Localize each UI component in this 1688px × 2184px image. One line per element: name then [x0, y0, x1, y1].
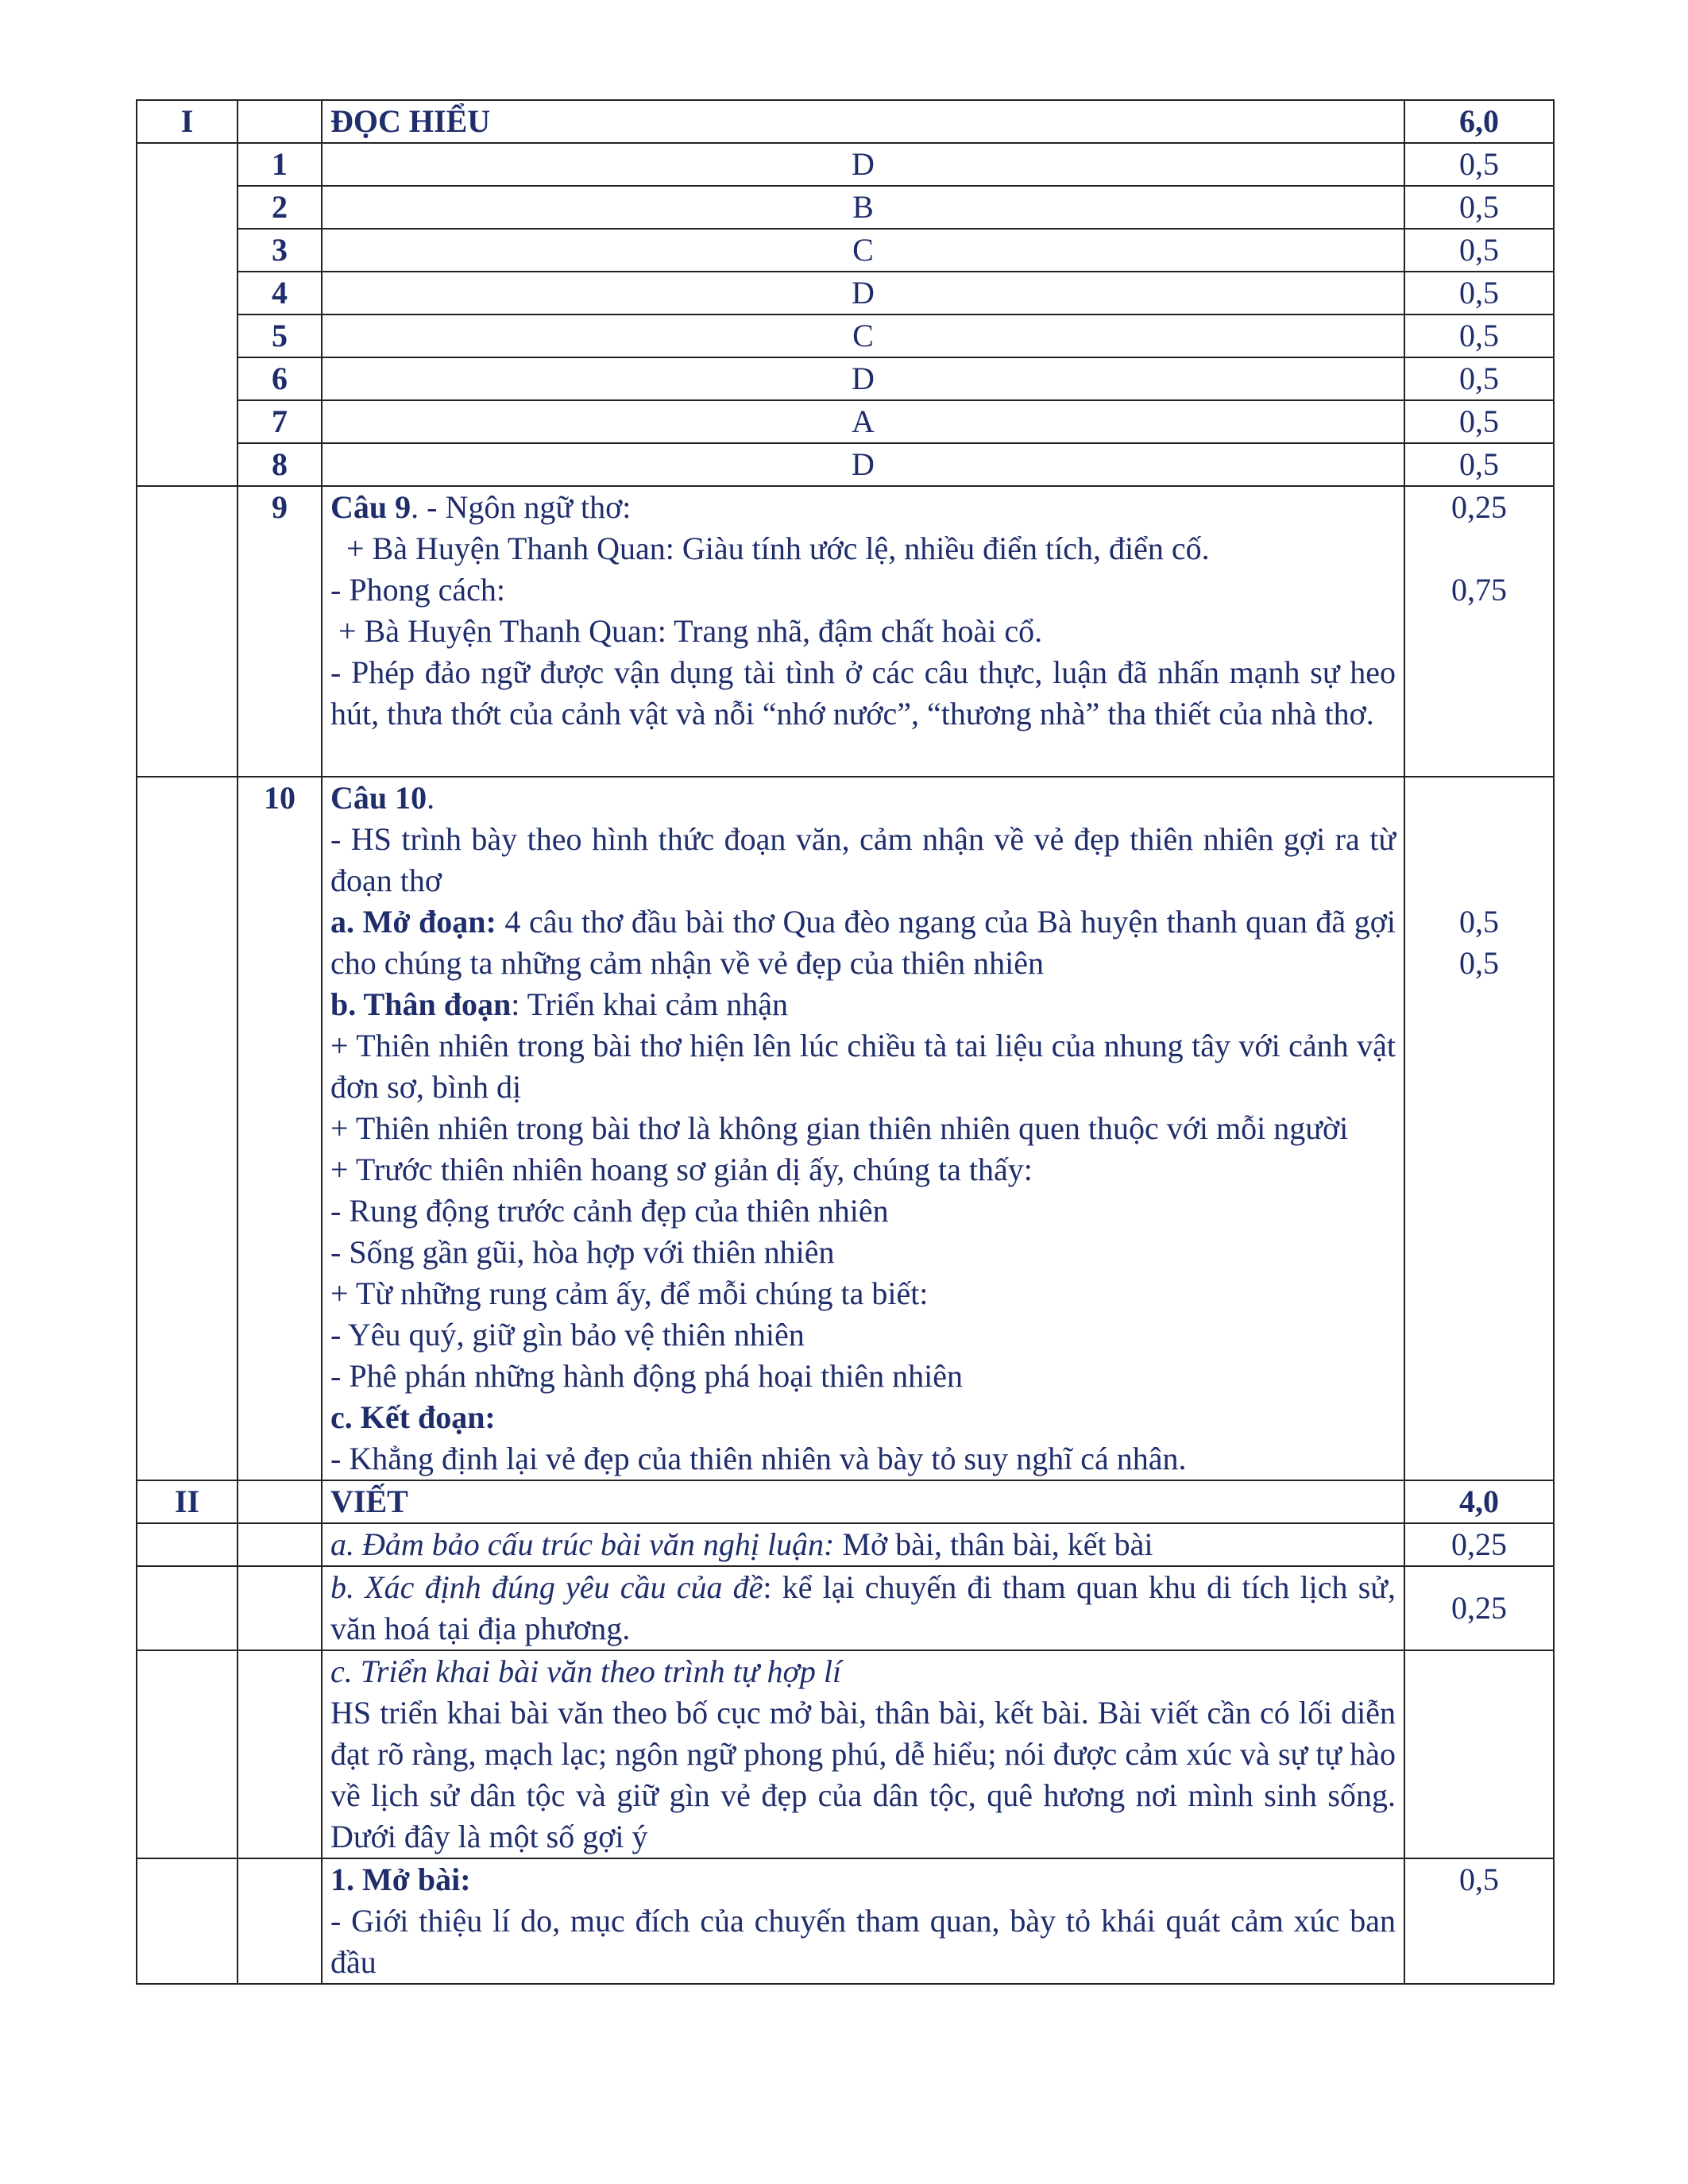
- section-2-points: 4,0: [1404, 1480, 1554, 1523]
- answer-letter: C: [322, 314, 1404, 357]
- question-number: 2: [238, 186, 322, 229]
- mc-row: [137, 143, 1554, 186]
- answer-letter: C: [322, 229, 1404, 272]
- mc-row: [137, 186, 1554, 229]
- section-2-title: VIẾT: [322, 1480, 1404, 1523]
- section-2-header-row: [137, 1480, 1554, 1523]
- answer-points: 0,5: [1404, 229, 1554, 272]
- question-number: 6: [238, 357, 322, 400]
- answer-points: 0,5: [1404, 400, 1554, 443]
- opening-row: [137, 1858, 1554, 1984]
- question-10-points: 0,5 0,5: [1404, 777, 1554, 1480]
- question-number: 10: [238, 777, 322, 1480]
- mc-row: [137, 229, 1554, 272]
- writing-criterion-c-row: [137, 1650, 1554, 1858]
- question-number: 5: [238, 314, 322, 357]
- answer-key-table: [136, 99, 1555, 1985]
- question-10-answer: Câu 10. - HS trình bày theo hình thức đoạn văn, cảm nhận về vẻ đẹp thiên nhiên gợi ra từ đoạn thơ a. Mở đoạn: 4 câu thơ đầu bài thơ Qua đèo ngang của Bà huyện thanh quan đã gợi cho chúng ta những cảm nhận về vẻ đẹp của thiên nhiên b. Thân đoạn: Triển khai cảm nhận + Thiên nhiên trong bài thơ hiện lên lúc chiều tà tai liệu của nhung tây với cảnh vật đơn sơ, bình dị + Thiên nhiên trong bài thơ là không gian thiên nhiên quen thuộc với mỗi người + Trước thiên nhiên hoang sơ giản dị ấy, chúng ta thấy: - Rung động trước cảnh đẹp của thiên nhiên - Sống gần gũi, hòa hợp với thiên nhiên + Từ những rung cảm ấy, để mỗi chúng ta biết: - Yêu quý, giữ gìn bảo vệ thiên nhiên - Phê phán những hành động phá hoại thiên nhiên c. Kết đoạn: - Khẳng định lại vẻ đẹp của thiên nhiên và bày tỏ suy nghĩ cá nhân.: [322, 777, 1404, 1480]
- question-10-row: [137, 777, 1554, 1480]
- answer-letter: D: [322, 357, 1404, 400]
- question-number: 3: [238, 229, 322, 272]
- section-1-points: 6,0: [1404, 100, 1554, 143]
- opening-points: 0,5: [1404, 1858, 1554, 1984]
- answer-points: 0,5: [1404, 186, 1554, 229]
- answer-letter: D: [322, 443, 1404, 486]
- question-9-answer: Câu 9. - Ngôn ngữ thơ: + Bà Huyện Thanh Quan: Giàu tính ước lệ, nhiều điển tích, điển cố. - Phong cách: + Bà Huyện Thanh Quan: Trang nhã, đậm chất hoài cổ. - Phép đảo ngữ được vận dụng tài tình ở các câu thực, luận đã nhấn mạnh sự heo hút, thưa thớt của cảnh vật và nỗi “nhớ nước”, “thương nhà” tha thiết của nhà thơ.: [322, 486, 1404, 777]
- section-1-roman: I: [137, 100, 238, 143]
- section-2-roman: II: [137, 1480, 238, 1523]
- answer-points: 0,5: [1404, 314, 1554, 357]
- criterion-a: a. Đảm bảo cấu trúc bài văn nghị luận: Mở bài, thân bài, kết bài: [322, 1523, 1404, 1566]
- section-1-header-row: [137, 100, 1554, 143]
- question-number: 1: [238, 143, 322, 186]
- mc-row: [137, 272, 1554, 314]
- section-1-title: ĐỌC HIỂU: [322, 100, 1404, 143]
- answer-letter: D: [322, 272, 1404, 314]
- criterion-b-points: 0,25: [1404, 1566, 1554, 1650]
- answer-letter: A: [322, 400, 1404, 443]
- mc-row: [137, 314, 1554, 357]
- answer-points: 0,5: [1404, 357, 1554, 400]
- answer-points: 0,5: [1404, 443, 1554, 486]
- criterion-c: c. Triển khai bài văn theo trình tự hợp lí HS triển khai bài văn theo bố cục mở bài, thân bài, kết bài. Bài viết cần có lối diễn đạt rõ ràng, mạch lạc; ngôn ngữ phong phú, dễ hiểu; nói được cảm xúc và sự tự hào về lịch sử dân tộc và giữ gìn vẻ đẹp của dân tộc, quê hương nơi mình sinh sống. Dưới đây là một số gợi ý: [322, 1650, 1404, 1858]
- question-number: 4: [238, 272, 322, 314]
- writing-criterion-b-row: [137, 1566, 1554, 1650]
- question-number: 9: [238, 486, 322, 777]
- criterion-a-points: 0,25: [1404, 1523, 1554, 1566]
- mc-row: [137, 443, 1554, 486]
- criterion-b: b. Xác định đúng yêu cầu của đề: kể lại chuyến đi tham quan khu di tích lịch sử, văn hoá tại địa phương.: [322, 1566, 1404, 1650]
- writing-criterion-a-row: [137, 1523, 1554, 1566]
- question-9-points: 0,25 0,75: [1404, 486, 1554, 777]
- answer-letter: B: [322, 186, 1404, 229]
- opening-guide: 1. Mở bài: - Giới thiệu lí do, mục đích của chuyến tham quan, bày tỏ khái quát cảm xúc ban đầu: [322, 1858, 1404, 1984]
- mc-row: [137, 400, 1554, 443]
- answer-points: 0,5: [1404, 143, 1554, 186]
- answer-points: 0,5: [1404, 272, 1554, 314]
- question-number: 7: [238, 400, 322, 443]
- question-9-row: [137, 486, 1554, 777]
- answer-letter: D: [322, 143, 1404, 186]
- mc-row: [137, 357, 1554, 400]
- question-number: 8: [238, 443, 322, 486]
